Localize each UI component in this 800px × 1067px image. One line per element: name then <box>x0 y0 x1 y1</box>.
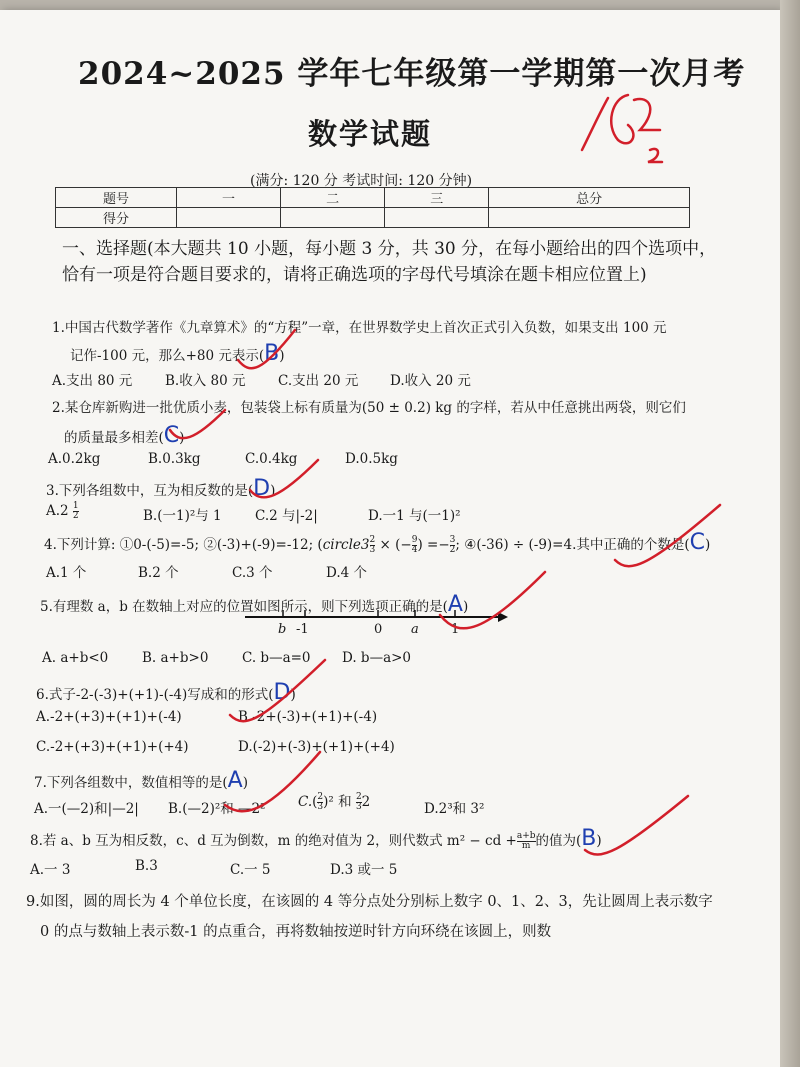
question-stem-tail: 的值为( <box>535 833 582 849</box>
numerator: 1 <box>72 501 79 511</box>
handwritten-answer: C <box>163 423 180 448</box>
option-b: B.0.3kg <box>148 451 201 467</box>
axis-label-0: 0 <box>374 622 383 637</box>
question-stem: 3.下列各组数中，互为相反数的是( <box>46 483 254 499</box>
paren: ) <box>242 775 248 791</box>
option-text: A.2 <box>46 503 73 519</box>
denominator: 3 <box>355 802 362 812</box>
option-b: B.收入 80 元 <box>165 373 246 389</box>
handwritten-answer: A <box>447 592 463 617</box>
numerator: 9 <box>411 535 418 545</box>
table-cell[interactable] <box>489 208 690 228</box>
option-d: D.一1 与(一1)² <box>368 508 461 524</box>
question-5-line-1 <box>40 592 468 617</box>
option-b: B.(一1)²与 1 <box>143 508 222 524</box>
numerator: 2 <box>369 535 376 545</box>
table-cell: 题号 <box>56 188 177 208</box>
handwritten-answer: D <box>273 680 291 705</box>
option-c: C.3 个 <box>232 565 273 581</box>
question-6-line-1 <box>36 680 296 705</box>
table-cell: 二 <box>281 188 385 208</box>
option-d: D. b—a>0 <box>342 650 412 666</box>
question-stem: 7.下列各组数中，数值相等的是( <box>34 775 228 791</box>
axis-label-1: 1 <box>451 622 460 637</box>
question-1-line-2 <box>70 341 285 366</box>
axis-label-neg1: -1 <box>296 622 309 637</box>
denominator: 2 <box>449 545 456 555</box>
fraction <box>412 536 418 555</box>
question-stem-tail: ; ④(-36) ÷ (-9)=4.其中正确的个数是( <box>455 537 690 553</box>
numerator: 2 <box>317 792 324 802</box>
paren: ) <box>596 833 602 849</box>
option-d: D.(-2)+(-3)+(+1)+(+4) <box>238 739 395 755</box>
option-d: D.0.5kg <box>345 451 398 467</box>
question-4-line-1: 4.下列计算: ①0-(-5)=-5; ②(-3)+(-9)=-12; (circle3 $\frac{2}{3}$ × (− $\frac{9}{4}$ ) =− $\frac{3}{2}$ ; ④(-36) ÷ (-9)=4.其中正确的个数是(C) <box>44 530 711 555</box>
table-cell: 一 <box>177 188 281 208</box>
paren: ) <box>290 687 296 703</box>
score-table-header-row <box>56 188 690 208</box>
paren: ) <box>462 599 469 615</box>
times-sign: × <box>379 537 391 553</box>
option-d: D.收入 20 元 <box>390 373 471 389</box>
fraction <box>370 536 376 555</box>
option-d: D.2³和 3² <box>424 801 485 817</box>
question-stem: 的质量最多相差( <box>64 430 164 446</box>
option-c: C.0.4kg <box>245 451 298 467</box>
option-b: B. a+b>0 <box>142 650 209 666</box>
option-d: D.3 或一 5 <box>330 862 398 878</box>
table-cell: 总分 <box>489 188 690 208</box>
and-word: 和 <box>338 794 352 810</box>
question-8-line-1 <box>30 826 602 851</box>
question-stem: 6.式子-2-(-3)+(+1)-(-4)写成和的形式( <box>36 687 274 703</box>
section-one-instructions: 一、选择题(本大题共 10 小题，每小题 3 分，共 30 分，在每小题给出的四个选项中，恰有一项是符合题目要求的，请将正确选项的字母代号填涂在题卡相应位置上) <box>62 239 717 285</box>
denominator: m <box>521 841 531 851</box>
option-a: A.-2+(+3)+(+1)+(-4) <box>36 709 182 725</box>
handwritten-answer: C <box>689 530 706 555</box>
handwritten-total-score <box>595 100 685 170</box>
fraction <box>517 832 536 851</box>
denominator: 2 <box>72 511 79 521</box>
handwritten-answer: D <box>253 476 271 501</box>
denominator: 3 <box>317 802 324 812</box>
option-a: A.一 3 <box>30 862 71 878</box>
option-a: A.支出 80 元 <box>52 373 133 389</box>
score-info: (满分: 120 分 考试时间: 120 分钟) <box>250 173 473 189</box>
fraction <box>73 502 79 521</box>
score-table-score-row <box>56 208 690 228</box>
paren: ) <box>270 483 276 499</box>
option-b: B.-2+(-3)+(+1)+(-4) <box>238 709 378 725</box>
handwritten-answer: B <box>264 341 280 366</box>
question-stem: 记作-100 元，那么+80 元表示( <box>70 348 265 364</box>
option-a: A.0.2kg <box>48 451 101 467</box>
option-b: B.3 <box>135 858 158 874</box>
exam-title: 2024~2025 学年七年级第一学期第一次月考 <box>78 56 746 92</box>
option-tail: 2 <box>361 794 371 810</box>
equals: =− <box>427 537 450 553</box>
option-c: C.2 与|-2| <box>255 508 318 524</box>
numerator: a+b <box>516 831 536 841</box>
question-7-line-1 <box>34 768 248 793</box>
question-stem: 8.若 a、b 互为相反数，c、d 互为倒数，m 的绝对值为 2，则代数式 m² − cd + <box>30 833 517 849</box>
option-c: C.( $\frac{2}{3}$ )² 和 $\frac{2}{3}$ 2 <box>298 792 371 812</box>
question-3-line-1 <box>46 476 275 501</box>
denominator: 3 <box>369 545 376 555</box>
option-b: B.2 个 <box>138 565 179 581</box>
paren: ) <box>279 348 285 364</box>
paren: ) <box>179 430 185 446</box>
table-cell: 得分 <box>56 208 177 228</box>
option-a <box>46 502 79 521</box>
option-b: B.(—2)²和 —2² <box>168 801 266 817</box>
axis-label-b: b <box>278 622 287 637</box>
table-cell[interactable] <box>385 208 489 228</box>
paper-stack-edge <box>780 0 800 1067</box>
option-c: C.支出 20 元 <box>278 373 359 389</box>
denominator: 4 <box>411 545 418 555</box>
paren: ) <box>705 537 711 553</box>
numerator: 2 <box>355 792 362 802</box>
axis-label-a: a <box>411 622 419 637</box>
fraction <box>317 793 323 812</box>
question-2-line-1: 2.某仓库新购进一批优质小麦，包装袋上标有质量为(50 ± 0.2) kg 的字样，若从中任意挑出两袋，则它们 <box>52 400 686 416</box>
table-cell[interactable] <box>281 208 385 228</box>
question-2-line-2 <box>64 423 184 448</box>
option-d: D.4 个 <box>326 565 368 581</box>
score-table <box>55 187 690 228</box>
question-9-line-2: 0 的点与数轴上表示数-1 的点重合，再将数轴按逆时针方向环绕在该圆上，则数 <box>40 924 552 940</box>
circle-label: circle3 <box>322 537 370 553</box>
option-c: C. b—a=0 <box>242 650 311 666</box>
exam-subtitle: 数学试题 <box>308 117 433 151</box>
question-1-line-1: 1.中国古代数学著作《九章算术》的“方程”一章，在世界数学史上首次正式引入负数，如果支出 100 元 <box>52 320 667 336</box>
option-c: C.-2+(+3)+(+1)+(+4) <box>36 739 189 755</box>
question-9-line-1: 9.如图，圆的周长为 4 个单位长度，在该圆的 4 等分点处分别标上数字 0、1、2、3，先让圆周上表示数字 <box>26 894 713 910</box>
question-stem: 5.有理数 a，b 在数轴上对应的位置如图所示，则下列选项正确的是( <box>40 599 448 615</box>
handwritten-answer: B <box>581 826 597 851</box>
handwritten-answer: A <box>227 768 243 793</box>
option-a: A. a+b<0 <box>42 650 109 666</box>
table-cell[interactable] <box>177 208 281 228</box>
table-cell: 三 <box>385 188 489 208</box>
option-a: A.1 个 <box>46 565 87 581</box>
option-letter: C. <box>298 794 313 810</box>
option-c: C.一 5 <box>230 862 271 878</box>
option-a: A.一(—2)和|—2| <box>34 801 139 817</box>
question-stem: 4.下列计算: ①0-(-5)=-5; ②(-3)+(-9)=-12; ( <box>44 537 323 553</box>
numerator: 3 <box>449 535 456 545</box>
